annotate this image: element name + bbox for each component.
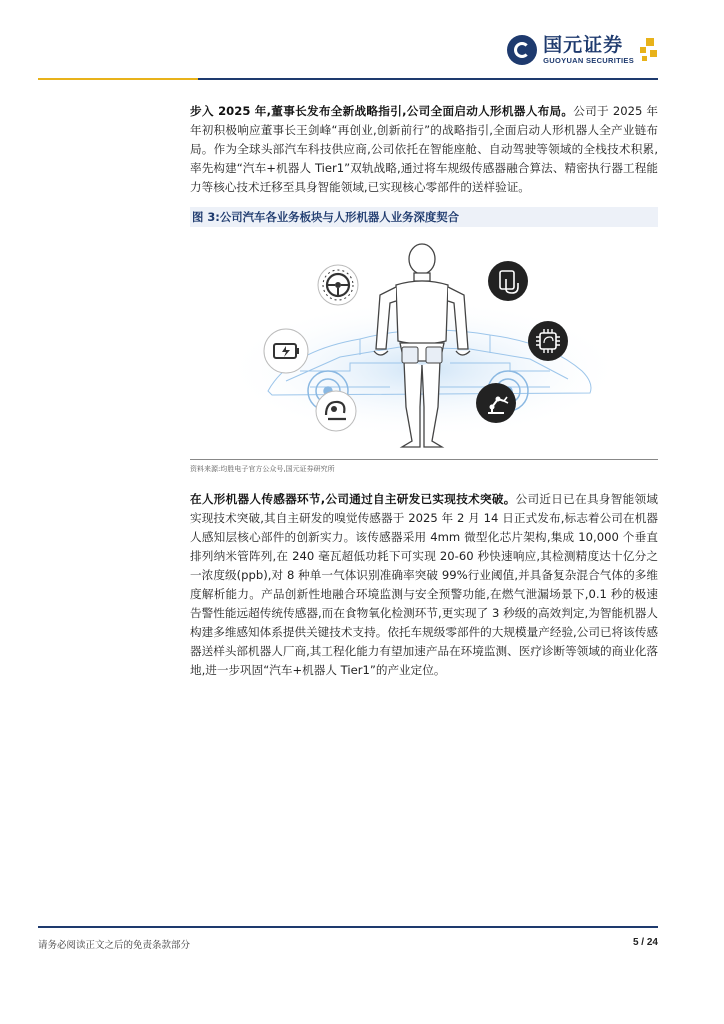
page-number: 5 / 24 [632,937,658,948]
paragraph-lead: 在人形机器人传感器环节,公司通过自主研发已实现技术突破。 [190,492,516,506]
footer-rule [38,926,658,928]
car-robot-illustration [190,231,658,457]
page-header [38,30,658,82]
paragraph-body: 公司于 2025 年年初积极响应董事长王剑峰“再创业,创新前行”的战略指引,全面启动人形机器人全产业链布局。作为全球头部汽车科技供应商,公司依托在智能座舱、自动驾驶等领域的全栈技术积累,率先构建“汽车+机器人 Tier1”双轨战略,通过将车规级传感器融合算法、精密执行器工程能力等核心技术迁移至具身智能领域,已实现核心零部件的送样验证。 [190,104,658,194]
battery-charge-icon [264,329,308,373]
paragraph-lead: 步入 2025 年,董事长发布全新战略指引,公司全面启动人形机器人布局。 [190,104,574,118]
paragraph-sensor [190,490,658,680]
footer-disclaimer: 请务必阅读正文之后的免责条款部分 [38,940,191,951]
figure-source: 资料来源:均胜电子官方公众号,国元证券研究所 [190,465,335,473]
main-content [190,102,658,680]
figure-illustration [190,231,658,457]
logo-emblem-icon [507,35,537,65]
header-rule [38,78,658,80]
logo-gold-squares-icon [638,38,658,62]
company-logo [507,34,658,65]
figure-bottom-rule [190,459,658,460]
paragraph-body: 公司近日已在具身智能领域实现技术突破,其自主研发的嗅觉传感器于 2025 年 2 月 14 日正式发布,标志着公司在机器人感知层核心部件的创新实力。该传感器采用 4mm 微型化芯片架构,集成 10,000 个垂直排列纳米管阵列,在 240 毫瓦超低功耗下可实现 20-60 秒快速响应,其检测精度达十亿分之一浓度级(ppb),对 8 种单一气体识别准确率突破 99%行业阈值,并具备复杂混合气体的多维度解析能力。产品创新性地融合环境监测与安全预警功能,在燃气泄漏场景下,0.1 秒的极速告警性能远超传统传感器,而在食物氧化检测环节,更实现了 3 秒级的高效判定,为智能机器人构建多维感知体系提供关键技术支持。依托车规级零部件的大规模量产经验,公司已将该传感器送样头部机器人厂商,其工程化能力有望加速产品在环境监测、医疗诊断等领域的商业化落地,进一步巩固“汽车+机器人 Tier1”的产业定位。 [190,492,658,677]
logo-chinese-name: 国元证券 [543,34,624,56]
steering-wheel-icon [318,265,358,305]
logo-english-name: GUOYUAN SECURITIES [543,56,634,65]
paragraph-strategy [190,102,658,197]
touch-hand-icon [488,261,528,301]
figure-title: 图 3:公司汽车各业务板块与人形机器人业务深度契合 [190,207,658,227]
robot-arm-icon [476,383,516,423]
seatbelt-icon [316,391,356,431]
chip-icon [528,321,568,361]
